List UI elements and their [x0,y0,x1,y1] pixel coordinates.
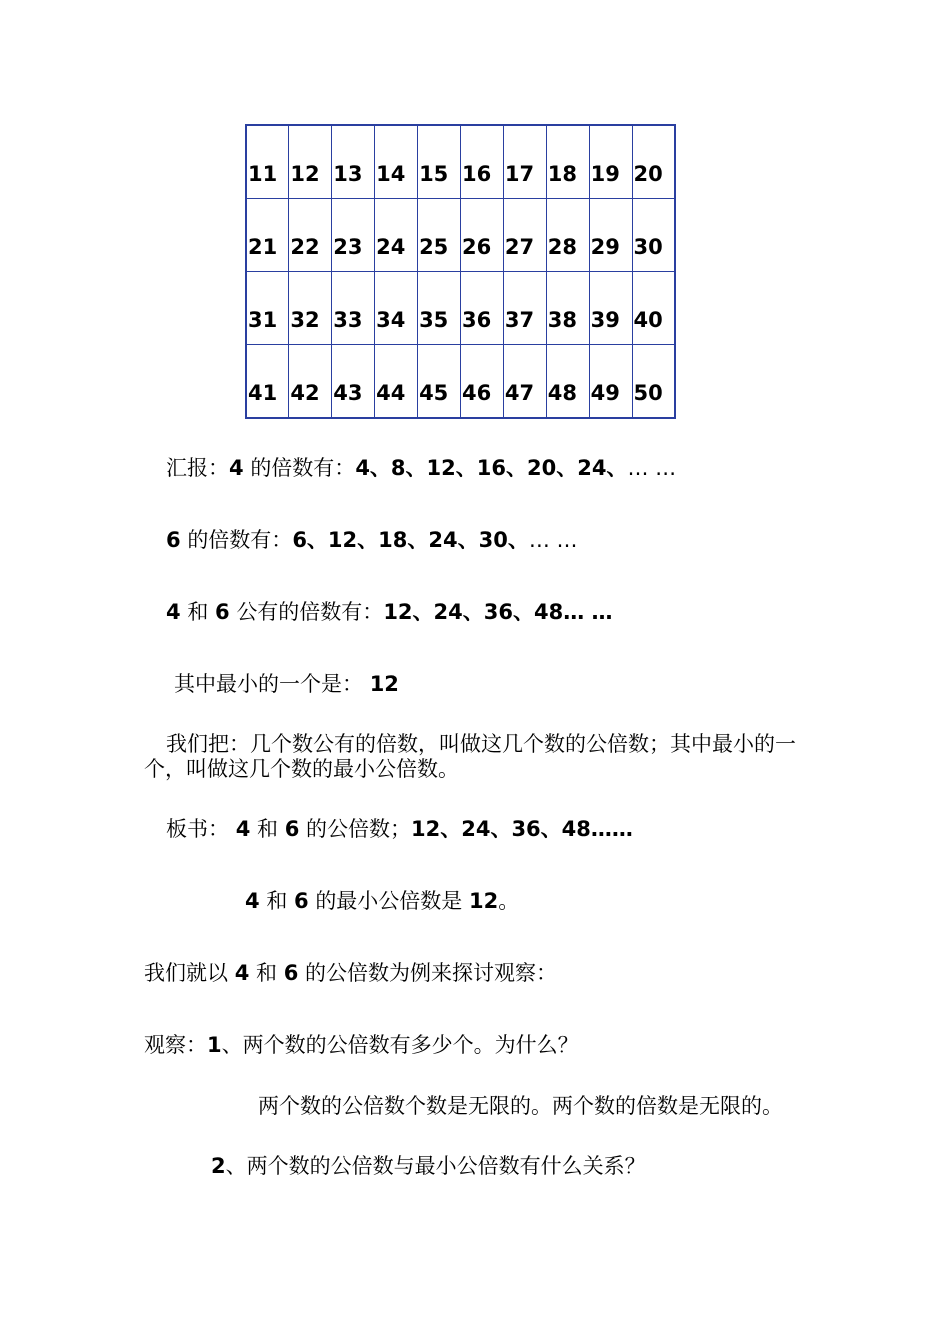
report-common-multiples: 4 和 6 公有的倍数有：12、24、36、48… … [166,600,613,624]
grid-cell [418,272,461,345]
observation-question-2: 2、两个数的公倍数与最小公倍数有什么关系？ [211,1154,646,1178]
grid-cell [589,125,632,198]
definition-paragraph: 我们把：几个数公有的倍数，叫做这几个数的公倍数；其中最小的一个，叫做这几个数的最小公倍数。 [144,732,796,781]
grid-cell [332,345,375,418]
grid-cell [246,272,289,345]
grid-cell-number: 45 [419,381,449,405]
grid-cell [332,198,375,271]
number-grid [245,124,676,419]
grid-row [246,198,675,271]
grid-cell-number: 28 [547,235,577,259]
grid-cell [589,272,632,345]
grid-cell-number: 41 [248,381,278,405]
grid-cell-number: 49 [590,381,620,405]
grid-cell-number: 24 [376,235,406,259]
grid-cell [546,272,589,345]
grid-cell [503,345,546,418]
grid-cell [375,125,418,198]
grid-cell [589,345,632,418]
grid-cell-number: 15 [419,161,449,186]
grid-cell [418,125,461,198]
grid-cell [332,125,375,198]
report-smallest: 其中最小的一个是： 12 [174,672,399,696]
grid-cell-number: 40 [633,308,663,333]
grid-cell-number: 38 [547,308,577,333]
grid-cell-number: 36 [461,308,492,333]
board-lcm: 4 和 6 的最小公倍数是 12。 [245,889,520,913]
grid-cell [332,272,375,345]
intro-line: 我们就以 4 和 6 的公倍数为例来探讨观察： [144,961,557,985]
grid-cell [503,198,546,271]
grid-cell [375,272,418,345]
grid-cell-number: 20 [633,161,663,186]
grid-cell [289,345,332,418]
grid-cell-number: 44 [376,381,406,405]
grid-cell [460,272,503,345]
grid-cell-number: 46 [461,381,492,405]
report-multiples-of-4: 汇报：4 的倍数有：4、8、12、16、20、24、… … [166,456,677,480]
grid-cell-number: 33 [333,308,363,333]
grid-cell [632,125,675,198]
grid-cell-number: 39 [590,308,620,333]
grid-cell [418,198,461,271]
grid-cell-number: 48 [547,381,577,405]
grid-cell [546,345,589,418]
grid-cell [375,345,418,418]
grid-cell-number: 12 [290,161,320,186]
observation-answer-1: 两个数的公倍数个数是无限的。两个数的倍数是无限的。 [258,1094,783,1118]
grid-cell [460,198,503,271]
grid-cell [589,198,632,271]
grid-row [246,125,675,198]
grid-cell-number: 35 [419,308,449,333]
grid-cell-number: 43 [333,381,363,405]
grid-cell-number: 16 [461,161,492,186]
observation-question-1: 观察：1、两个数的公倍数有多少个。为什么？ [144,1033,579,1057]
grid-cell [289,125,332,198]
grid-cell-number: 11 [248,161,278,186]
grid-cell-number: 37 [504,308,535,333]
grid-cell-number: 27 [504,235,535,259]
grid-cell-number: 18 [547,161,577,186]
grid-cell-number: 34 [376,308,406,333]
grid-cell-number: 25 [419,235,449,259]
grid-cell-number: 26 [461,235,492,259]
grid-cell-number: 31 [248,308,278,333]
grid-cell [246,198,289,271]
grid-cell-number: 29 [590,235,620,259]
grid-cell [503,125,546,198]
grid-cell-number: 14 [376,161,406,186]
grid-row [246,272,675,345]
grid-cell-number: 21 [248,235,278,259]
grid-cell-number: 23 [333,235,363,259]
grid-cell [632,345,675,418]
grid-cell [375,198,418,271]
grid-cell-number: 50 [633,381,663,405]
grid-cell [546,125,589,198]
grid-cell [460,345,503,418]
grid-cell [289,198,332,271]
grid-cell-number: 32 [290,308,320,333]
grid-cell-number: 42 [290,381,320,405]
grid-cell-number: 22 [290,235,320,259]
grid-cell [503,272,546,345]
grid-cell [632,198,675,271]
grid-row [246,345,675,418]
grid-cell-number: 30 [633,235,663,259]
grid-cell-number: 17 [504,161,535,186]
grid-cell [246,345,289,418]
grid-cell [246,125,289,198]
grid-cell [289,272,332,345]
grid-cell-number: 13 [333,161,363,186]
grid-cell-number: 19 [590,161,620,186]
board-common-multiples: 板书： 4 和 6 的公倍数；12、24、36、48…… [166,817,633,841]
grid-cell-number: 47 [504,381,535,405]
report-multiples-of-6: 6 的倍数有：6、12、18、24、30、… … [166,528,578,552]
grid-cell [632,272,675,345]
grid-cell [460,125,503,198]
grid-cell [546,198,589,271]
grid-cell [418,345,461,418]
